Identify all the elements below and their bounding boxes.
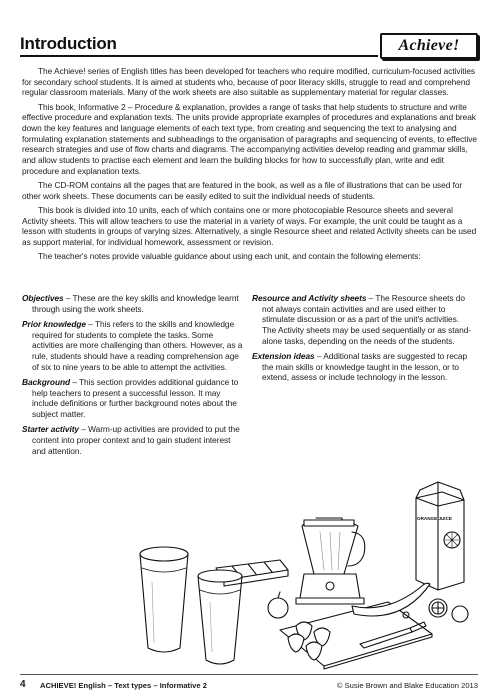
apple — [268, 592, 288, 618]
intro-paragraph-3: The CD-ROM contains all the pages that are featured in the book, as well as a file of illustrations that can be used for other work sheets. These documents can be easily edited to suit the individual needs of students. — [22, 180, 463, 201]
element-term: Resource and Activity sheets — [252, 293, 367, 303]
elements-left-column — [22, 293, 244, 461]
element-background — [22, 377, 244, 420]
element-prior-knowledge — [22, 319, 244, 373]
blender — [296, 518, 365, 604]
element-desc: – These are the key skills and knowledge learnt through using the work sheets. — [32, 293, 239, 314]
element-term: Prior knowledge — [22, 318, 87, 329]
element-desc: – The Resource sheets do not always contain activities and are used either to stimulate discussion or as a part of the unit's activities. The Activity sheets may be used sequentially or as stand-alone tasks, depending on the needs of the students. — [262, 293, 471, 346]
footer-rule — [20, 674, 478, 675]
glass-left — [140, 547, 188, 652]
element-resource-activity-sheets — [252, 293, 474, 347]
footer-copyright: © Susie Brown and Blake Education 2013 — [336, 681, 478, 690]
footer-series-title: ACHIEVE! English – Text types – Informative 2 — [40, 681, 207, 690]
achieve-logo — [380, 33, 478, 59]
element-term: Starter activity — [22, 424, 80, 435]
element-term: Objectives — [22, 293, 64, 303]
title-underline — [20, 55, 378, 57]
intro-section — [22, 66, 477, 265]
carton-label: ORANGE JUICE — [417, 516, 452, 521]
intro-paragraph-2: This book, Informative 2 – Procedure & explanation, provides a range of tasks that help students to structure and write effective procedure and explanation texts. The units provide appropriate examples of procedures and explanations and break down the key features and language elements of each text type, from creating and sequencing the text to analysing and formulating explanation statements and subheadings to the organisation of paragraphs and sequencing of events, to effective research strategies and use of flow charts and diagrams. The accompanying activities develop reading and grammar skills, and allow students to practise each element and learn the building blocks for how to successfully plan, write and edit procedure and explanation texts. — [22, 101, 477, 176]
element-term: Background — [22, 376, 71, 387]
kitchen-illustration — [120, 462, 492, 670]
element-desc: – This refers to the skills and knowledge required for students to complete the tasks. Some activities are more challenging than others. However, as a rule, students should have a reading comprehension age of six to nine years to be able to attempt the activities. — [32, 318, 243, 372]
element-extension-ideas — [252, 351, 474, 383]
element-starter-activity — [22, 424, 244, 456]
juice-carton — [416, 482, 464, 590]
elements-right-column — [252, 293, 474, 388]
intro-paragraph-4: This book is divided into 10 units, each of which contains one or more photocopiable Resource sheets and several Activity sheets. This will allow teachers to use the material in a variety of ways. For example, the unit could be taught as a lesson with students in groups of varying sizes. Alternatively, a single Resource sheet and related Activity sheets can be used as support material, for individual homework, assessment or revision. — [22, 204, 477, 248]
achieve-logo-text: Achieve! — [398, 37, 460, 54]
orange-slices — [429, 599, 468, 622]
page-number: 4 — [20, 679, 26, 690]
intro-paragraph-5: The teacher's notes provide valuable guidance about using each unit, and contain the following elements: — [38, 251, 421, 262]
page-title: Introduction — [20, 34, 117, 53]
element-desc: – Warm-up activities are provided to put the content into proper context and to gain student interest and attention. — [32, 424, 240, 456]
element-term: Extension ideas — [252, 351, 315, 362]
intro-paragraph-1: The Achieve! series of English titles has been developed for teachers who require modified, curriculum-focused activities for secondary school students. It is aimed at students who, because of poor literacy skills, struggle to read and comprehend regular classroom materials. Many of the work sheets are also suitable as supplementary material for regular classes. — [22, 66, 476, 98]
element-desc: – Additional tasks are suggested to recap the main skills or knowledge taught in the lesson, or to extend, assess or include technology in the lesson. — [262, 351, 468, 383]
element-objectives — [22, 293, 244, 314]
element-desc: – This section provides additional guidance to help teachers to present a successful lesson. It may include definitions or further background notes about the subject matter. — [32, 376, 239, 420]
